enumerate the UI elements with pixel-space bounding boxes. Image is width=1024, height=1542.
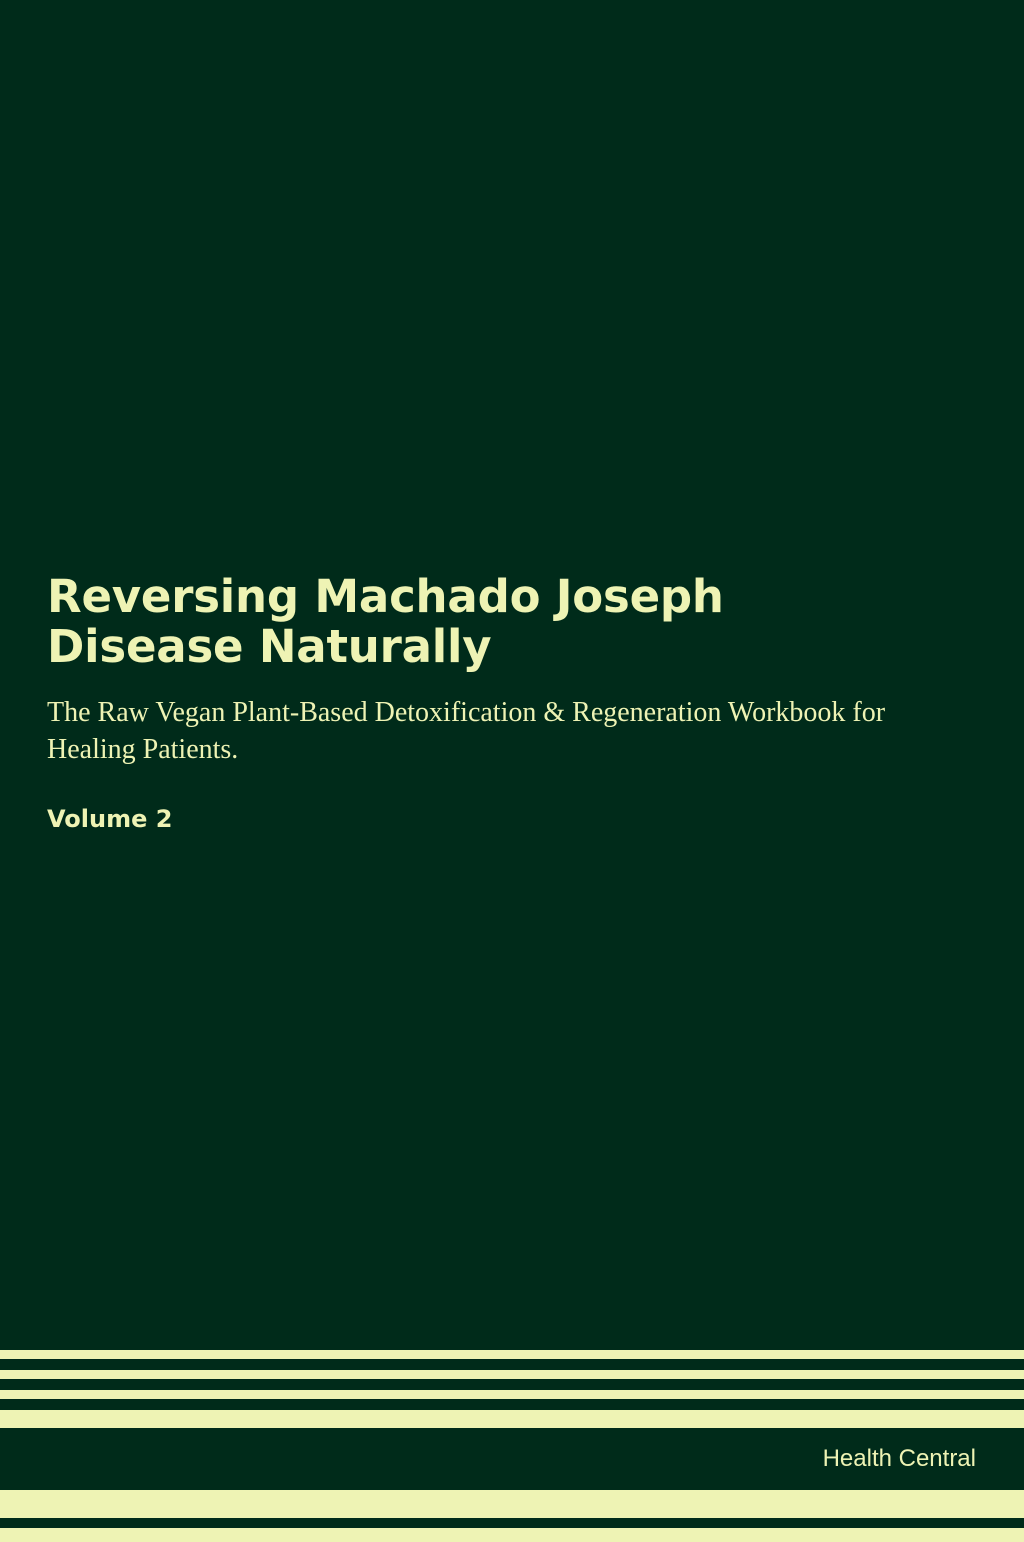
stripe-light-3 — [0, 1390, 1024, 1399]
cover-subtitle: The Raw Vegan Plant-Based Detoxification & Regeneration Workbook for Healing Patients. — [47, 696, 886, 765]
stripe-light-6 — [0, 1528, 1024, 1542]
cover-volume-label: Volume 2 — [47, 804, 173, 833]
stripe-dark-1 — [0, 1359, 1024, 1370]
cover-title-block — [47, 572, 947, 833]
stripe-dark-4 — [0, 1518, 1024, 1528]
cover-bottom-stripes — [0, 1350, 1024, 1542]
stripe-dark-2 — [0, 1379, 1024, 1390]
stripe-light-2 — [0, 1370, 1024, 1379]
stripe-light-5 — [0, 1490, 1024, 1518]
publisher-name: Health Central — [822, 1445, 976, 1472]
stripe-light-1 — [0, 1350, 1024, 1359]
cover-footer-band — [0, 1428, 1024, 1490]
page-title: Reversing Machado Joseph Disease Naturally — [47, 570, 724, 674]
stripe-dark-3 — [0, 1399, 1024, 1410]
stripe-light-4 — [0, 1410, 1024, 1428]
